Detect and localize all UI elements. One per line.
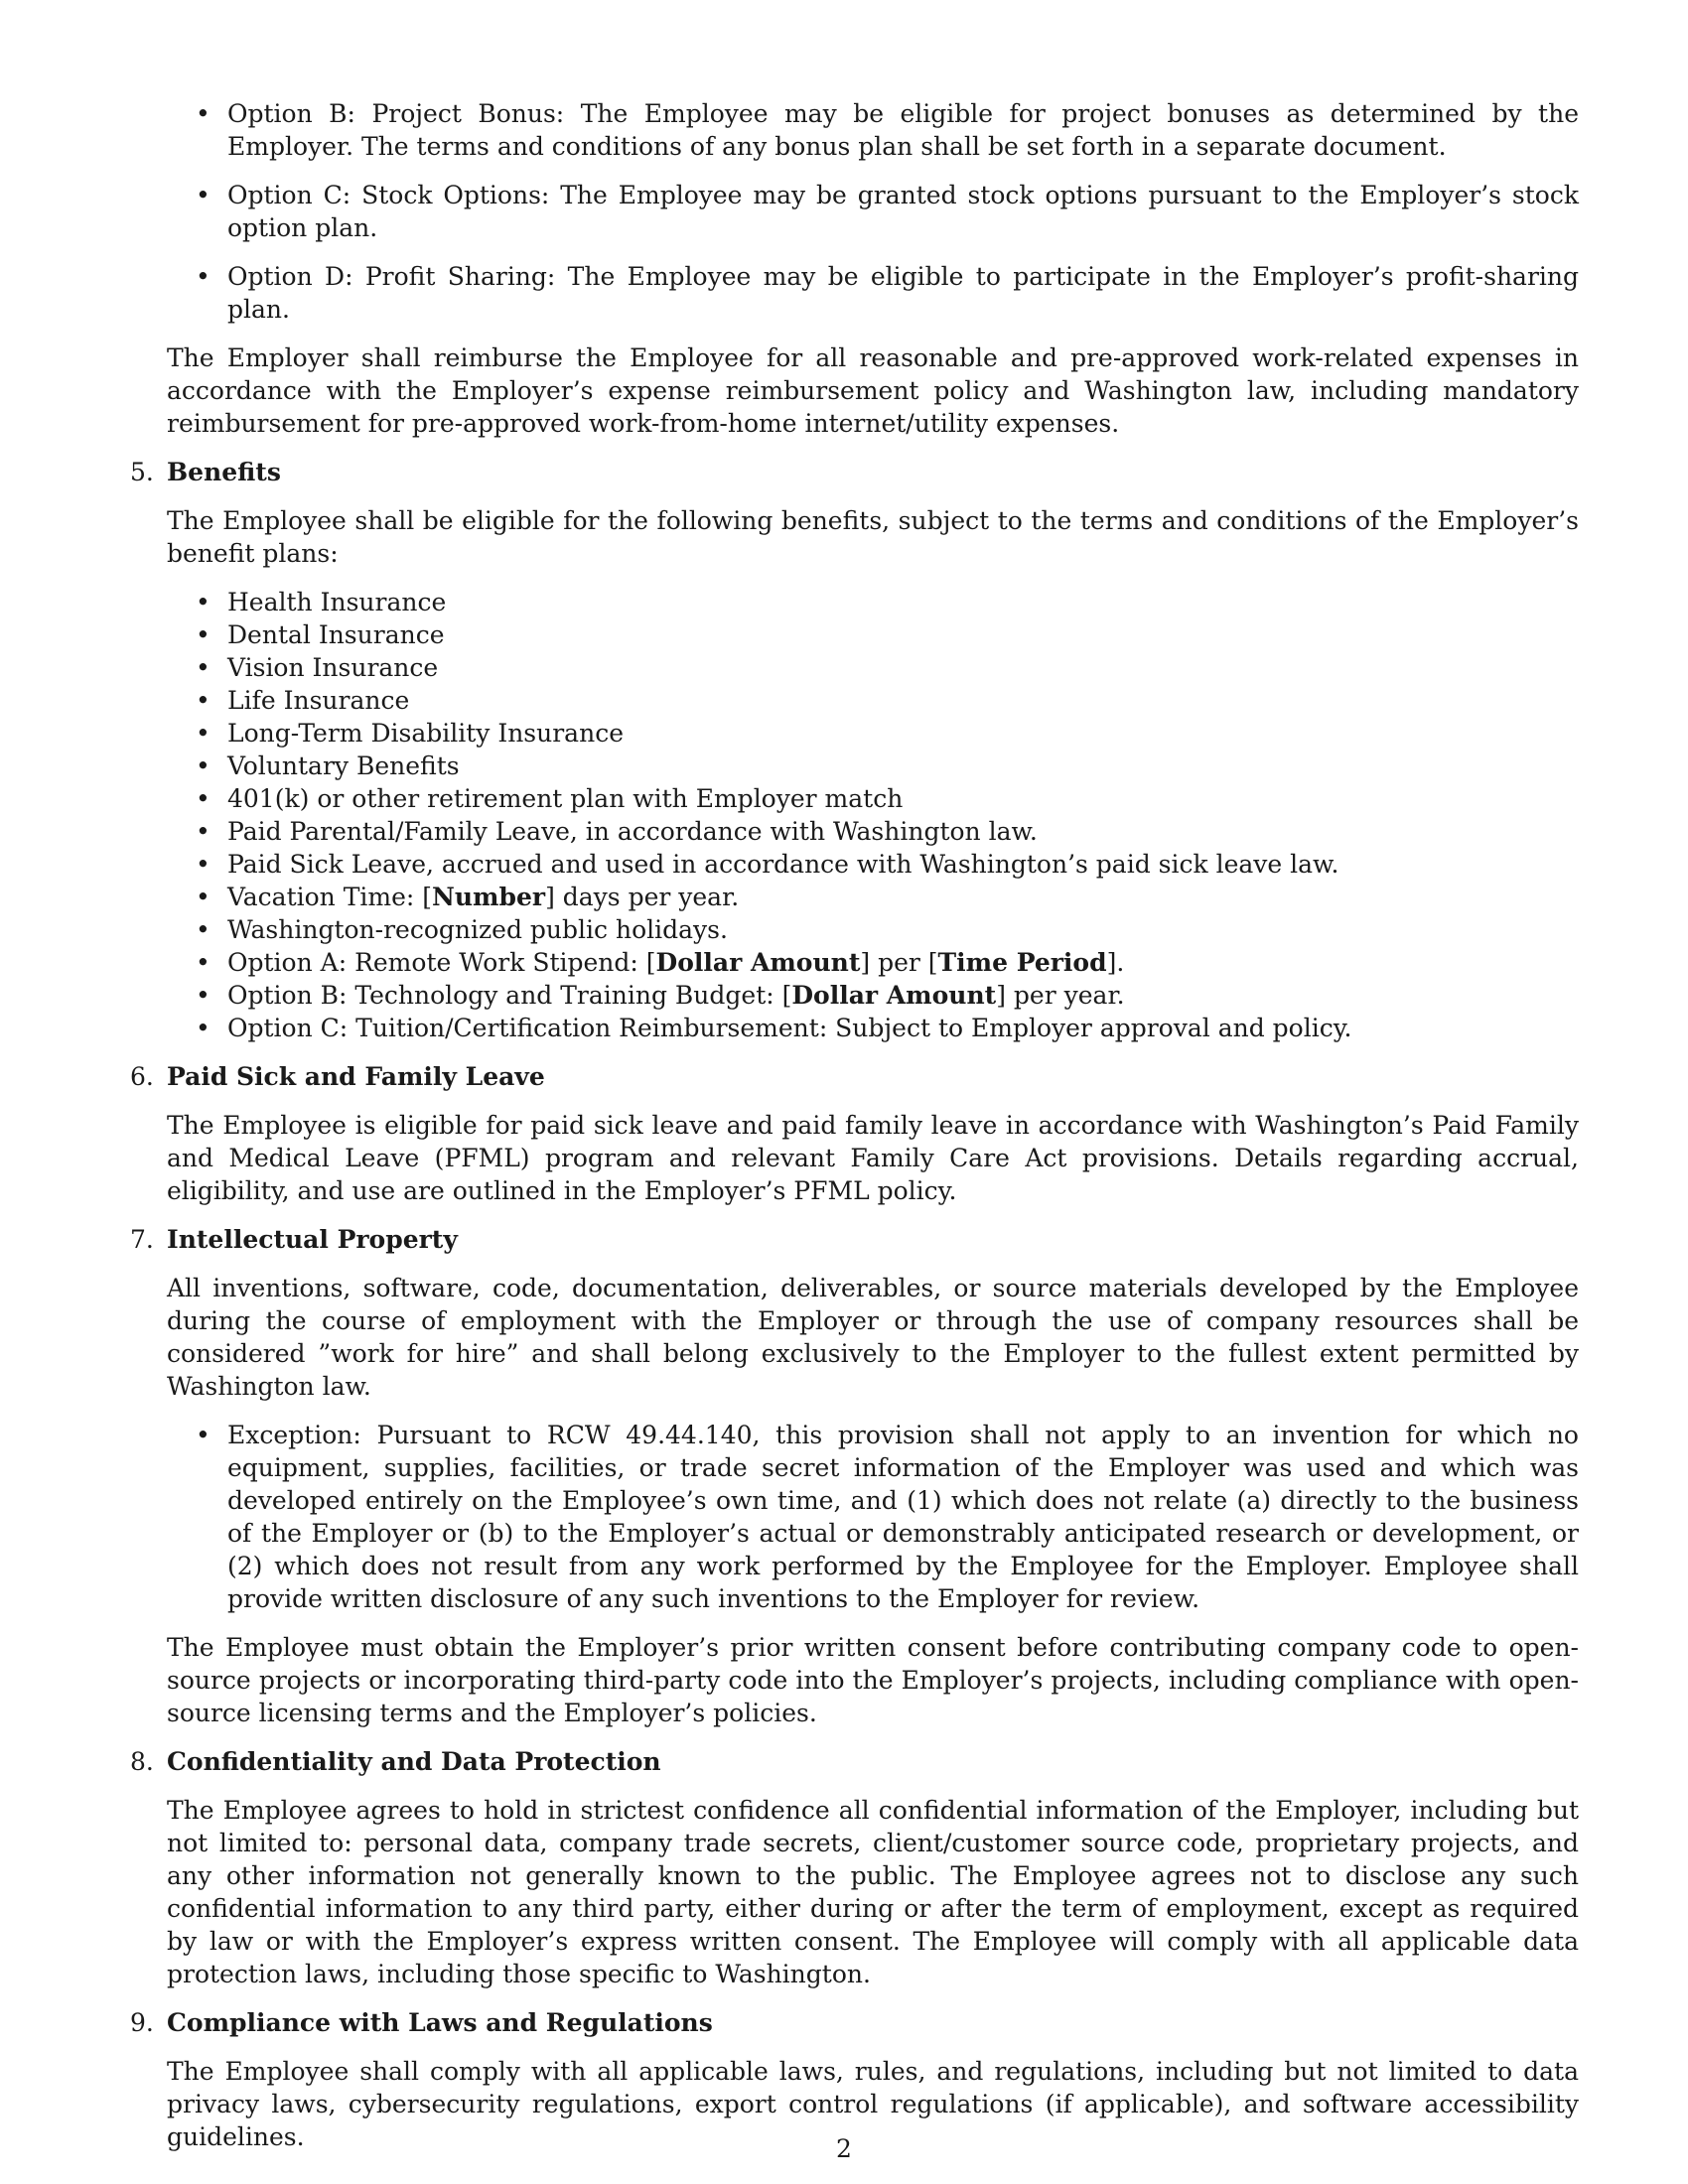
option-b-amount-placeholder: Dollar Amount [791, 981, 997, 1010]
section-reimbursement [167, 341, 1579, 440]
option-b-text: Option B: Technology and Training Budget: [ [227, 981, 792, 1010]
list-item: • Washington-recognized public holidays. [167, 913, 1579, 946]
section-compliance [130, 2006, 1579, 2153]
option-a-text-mid: ] per [ [860, 948, 938, 977]
section-number: 8. [130, 1747, 154, 1776]
option-a-amount-placeholder: Dollar Amount [655, 948, 861, 977]
list-item: • Dental Insurance [167, 618, 1579, 651]
vacation-text-end: ] days per year. [545, 883, 740, 911]
list-item: • Voluntary Benefits [167, 750, 1579, 782]
list-item: • Life Insurance [167, 684, 1579, 717]
section-number: 6. [130, 1062, 154, 1091]
section-number: 7. [130, 1225, 154, 1254]
list-item: • Paid Parental/Family Leave, in accordance with Washington law. [167, 815, 1579, 848]
vacation-text: Vacation Time: [ [227, 883, 433, 911]
benefits-list [167, 586, 1579, 1044]
section-body: All inventions, software, code, documentation, deliverables, or source materials developed by the Employee during the course of employment with the Employer or through the use of company resources shall be considered ”work for hire” and shall belong exclusively to the Employer to the fullest extent permitted by Washington law. [167, 1274, 1579, 1401]
section-title: Paid Sick and Family Leave [167, 1062, 545, 1091]
section-paid-leave [130, 1060, 1579, 1207]
section-title: Intellectual Property [167, 1225, 458, 1254]
option-b-text-end: ] per year. [996, 981, 1125, 1010]
vacation-placeholder: Number [432, 883, 546, 911]
list-item-exception: • Exception: Pursuant to RCW 49.44.140, this provision shall not apply to an invention for which no equipment, supplies, facilities, or trade secret information of the Employer was used and which was developed entirely on the Employee’s own time, and (1) which does not relate (a) directly to the business of the Employer or (b) to the Employer’s actual or demonstrably anticipated research or development, or (2) which does not result from any work performed by the Employee for the Employer. Employee shall provide written disclosure of any such inventions to the Employer for review. [167, 1419, 1579, 1615]
list-item-option-c: • Option C: Stock Options: The Employee may be granted stock options pursuant to the Employer’s stock option plan. [167, 179, 1579, 244]
list-item-option-b-budget [167, 979, 1579, 1012]
option-a-text: Option A: Remote Work Stipend: [ [227, 948, 656, 977]
section-body: The Employee agrees to hold in strictest confidence all confidential information of the Employer, including but not limited to: personal data, company trade secrets, client/customer source code, proprietary projects, and any other information not generally known to the public. The Employee agrees not to disclose any such confidential information to any third party, either during or after the term of employment, except as required by law or with the Employer’s express written consent. The Employee will comply with all applicable data protection laws, including those specific to Washington. [167, 1796, 1579, 1988]
list-item-option-d: • Option D: Profit Sharing: The Employee may be eligible to participate in the Employer’s profit-sharing plan. [167, 260, 1579, 326]
document-page [130, 97, 1579, 2169]
list-item-option-a [167, 946, 1579, 979]
section-title: Benefits [167, 458, 281, 486]
ip-exception-list [167, 1419, 1579, 1615]
compensation-options-list [167, 97, 1579, 326]
section-benefits [130, 456, 1579, 1044]
list-item: • Vision Insurance [167, 651, 1579, 684]
option-a-period-placeholder: Time Period [937, 948, 1107, 977]
section-body: The Employee shall comply with all applicable laws, rules, and regulations, including but not limited to data privacy laws, cybersecurity regulations, export control regulations (if applicable), and software accessibility guidelines. [167, 2057, 1579, 2151]
section-number: 5. [130, 458, 154, 486]
option-a-text-end: ]. [1106, 948, 1125, 977]
list-item-vacation [167, 881, 1579, 913]
page-number: 2 [836, 2134, 852, 2163]
section-intellectual-property [130, 1223, 1579, 1729]
list-item: • Long-Term Disability Insurance [167, 717, 1579, 750]
list-item: • Paid Sick Leave, accrued and used in accordance with Washington’s paid sick leave law. [167, 848, 1579, 881]
list-item: • 401(k) or other retirement plan with Employer match [167, 782, 1579, 815]
section-title: Compliance with Laws and Regulations [167, 2008, 713, 2037]
section-body: The Employee is eligible for paid sick leave and paid family leave in accordance with Washington’s Paid Family and Medical Leave (PFML) program and relevant Family Care Act provisions. Details regarding accrual, eligibility, and use are outlined in the Employer’s PFML policy. [167, 1111, 1579, 1205]
list-item: • Option C: Tuition/Certification Reimbursement: Subject to Employer approval and policy. [167, 1012, 1579, 1044]
section-title: Confidentiality and Data Protection [167, 1747, 661, 1776]
list-item: • Health Insurance [167, 586, 1579, 618]
section-confidentiality [130, 1745, 1579, 1990]
section-number: 9. [130, 2008, 154, 2037]
open-source-paragraph: The Employee must obtain the Employer’s prior written consent before contributing company code to open-source projects or incorporating third-party code into the Employer’s projects, including compliance with open-source licensing terms and the Employer’s policies. [167, 1633, 1579, 1727]
benefits-intro: The Employee shall be eligible for the following benefits, subject to the terms and conditions of the Employer’s benefit plans: [167, 506, 1579, 568]
list-item-option-b: • Option B: Project Bonus: The Employee may be eligible for project bonuses as determined by the Employer. The terms and conditions of any bonus plan shall be set forth in a separate document. [167, 97, 1579, 163]
reimbursement-paragraph: The Employer shall reimburse the Employee for all reasonable and pre-approved work-related expenses in accordance with the Employer’s expense reimbursement policy and Washington law, including mandatory reimbursement for pre-approved work-from-home internet/utility expenses. [167, 343, 1579, 438]
